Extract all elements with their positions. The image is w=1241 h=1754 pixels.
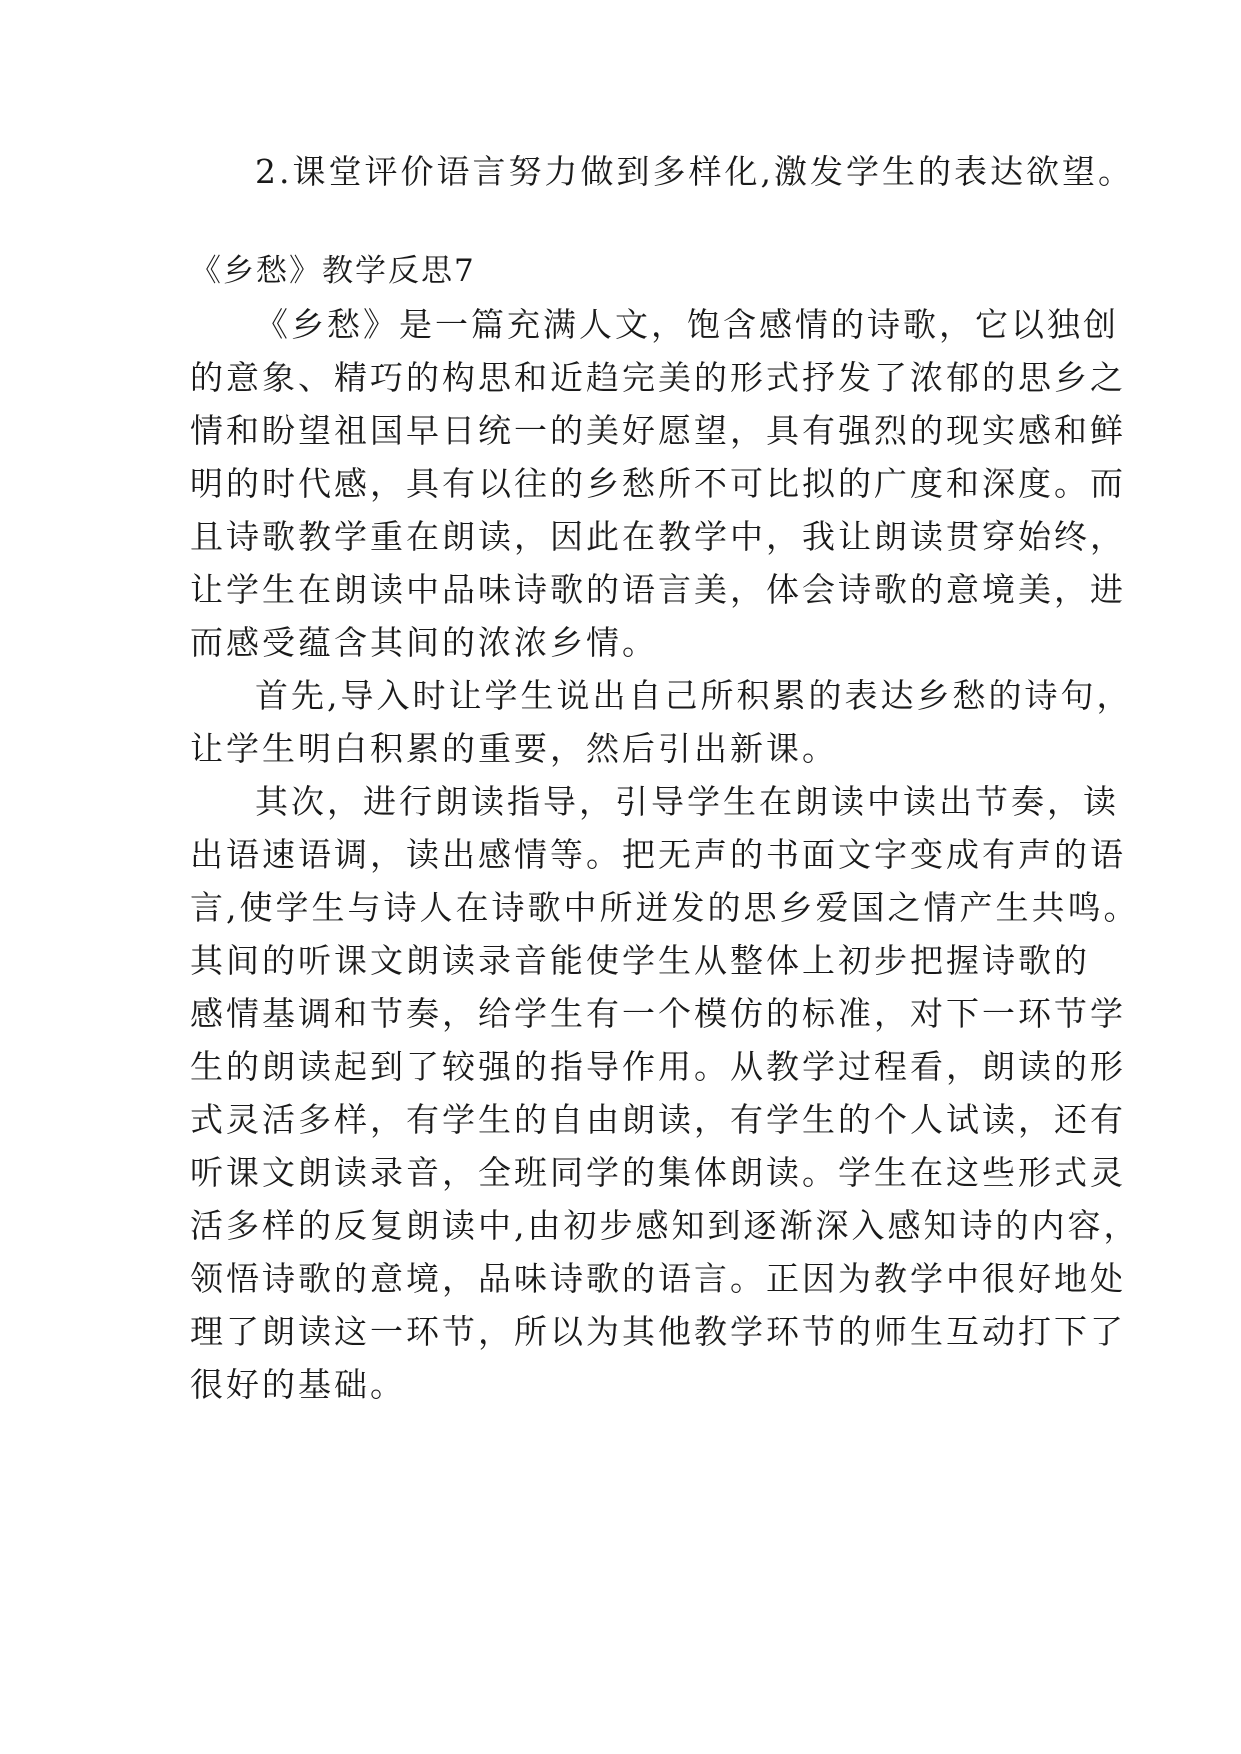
paragraph-line: 式灵活多样，有学生的自由朗读，有学生的个人试读，还有: [190, 1100, 1126, 1139]
paragraph-line: 《乡愁》是一篇充满人文，饱含感情的诗歌，它以独创: [255, 305, 1119, 344]
paragraph-line: 感情基调和节奏，给学生有一个模仿的标准，对下一环节学: [190, 994, 1126, 1033]
paragraph-line: 听课文朗读录音，全班同学的集体朗读。学生在这些形式灵: [190, 1153, 1126, 1192]
paragraph-line: 明的时代感，具有以往的乡愁所不可比拟的广度和深度。而: [190, 464, 1126, 503]
paragraph-line: 的意象、精巧的构思和近趋完美的形式抒发了浓郁的思乡之: [190, 358, 1126, 397]
intro-line: 2.课堂评价语言努力做到多样化,激发学生的表达欲望。: [255, 152, 1134, 191]
paragraph-line: 让学生在朗读中品味诗歌的语言美，体会诗歌的意境美，进: [190, 570, 1126, 609]
paragraph-line: 让学生明白积累的重要，然后引出新课。: [190, 729, 838, 768]
paragraph-line: 理了朗读这一环节，所以为其他教学环节的师生互动打下了: [190, 1312, 1126, 1351]
paragraph-line: 生的朗读起到了较强的指导作用。从教学过程看，朗读的形: [190, 1047, 1126, 1086]
paragraph-line: 活多样的反复朗读中,由初步感知到逐渐深入感知诗的内容，: [190, 1206, 1140, 1245]
paragraph-line: 其次，进行朗读指导，引导学生在朗读中读出节奏，读: [255, 782, 1119, 821]
section-title: 《乡愁》教学反思7: [190, 253, 476, 289]
paragraph-line: 而感受蕴含其间的浓浓乡情。: [190, 623, 658, 662]
paragraph-line: 其间的听课文朗读录音能使学生从整体上初步把握诗歌的: [190, 941, 1090, 980]
paragraph-line: 出语速语调，读出感情等。把无声的书面文字变成有声的语: [190, 835, 1126, 874]
paragraph-line: 领悟诗歌的意境，品味诗歌的语言。正因为教学中很好地处: [190, 1259, 1126, 1298]
paragraph-line: 且诗歌教学重在朗读，因此在教学中，我让朗读贯穿始终，: [190, 517, 1126, 556]
paragraph-line: 言,使学生与诗人在诗歌中所迸发的思乡爱国之情产生共鸣。: [190, 888, 1140, 927]
paragraph-line: 很好的基础。: [190, 1365, 406, 1404]
paragraph-line: 首先,导入时让学生说出自己所积累的表达乡愁的诗句，: [255, 676, 1133, 715]
paragraph-line: 情和盼望祖国早日统一的美好愿望，具有强烈的现实感和鲜: [190, 411, 1126, 450]
